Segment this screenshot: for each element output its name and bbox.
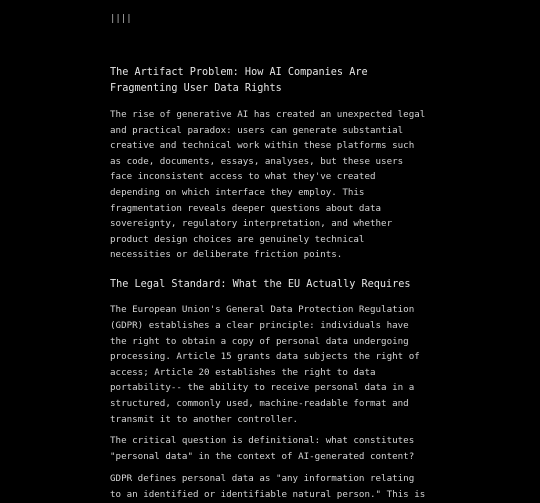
gdpr-definition-paragraph: GDPR defines personal data as "any information relating to an identified or identifiable natural person." This is [110,473,426,500]
menu-icon[interactable]: |||| [110,14,132,24]
critical-question-paragraph: The critical question is definitional: what constitutes "personal data" in the context of AI-generated content? [110,435,415,462]
section-heading-legal-standard: The Legal Standard: What the EU Actually Requires [110,278,411,290]
article-title: The Artifact Problem: How AI Companies Are Fragmenting User Data Rights [110,67,368,94]
gdpr-paragraph: The European Union's General Data Protection Regulation (GDPR) establishes a clear principle: individuals have the right to obtain a copy of personal data undergoing processing. Article 15 grants data subjects the right of access; Article 20 establishes the right to data portability-- the ability to receive personal data in a structured, commonly used, machine-readable format and transmit it to another controller. [110,304,420,425]
intro-paragraph: The rise of generative AI has created an unexpected legal and practical paradox: users can generate substantial creative and technical work within these platforms such as code, documents, essays, analyses, but these users face inconsistent access to what they've created depending on which interface they employ. This fragmentation reveals deeper questions about data sovereignty, regulatory interpretation, and whether product design choices are genuinely technical necessities or deliberate friction points. [110,109,426,261]
article-page [110,12,430,503]
